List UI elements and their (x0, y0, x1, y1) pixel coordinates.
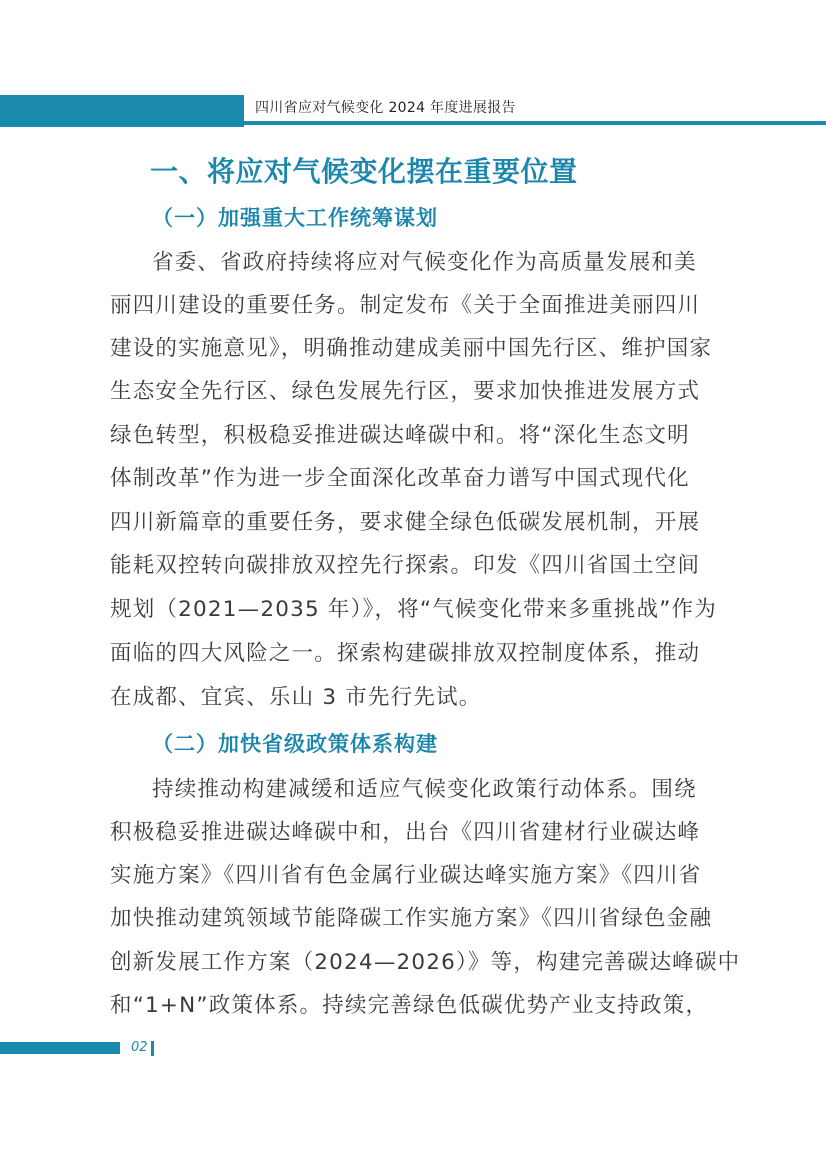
header-accent-bar (0, 95, 244, 127)
paragraph-line: 积极稳妥推进碳达峰碳中和，出台《四川省建材行业碳达峰 (110, 820, 701, 845)
running-header-title: 四川省应对气候变化 2024 年度进展报告 (255, 100, 516, 116)
paragraph-line: 建设的实施意见》，明确推动建成美丽中国先行区、维护国家 (110, 336, 713, 361)
footer-accent-bar (0, 1042, 120, 1054)
paragraph-line: 加快推动建筑领域节能降碳工作实施方案》《四川省绿色金融 (110, 906, 713, 931)
paragraph-line: 省委、省政府持续将应对气候变化作为高质量发展和美 (152, 250, 697, 275)
paragraph-line: 生态安全先行区、绿色发展先行区，要求加快推进发展方式 (110, 379, 701, 404)
footer-tick-mark (151, 1041, 154, 1056)
subsection-title-2: （二）加快省级政策体系构建 (152, 731, 438, 756)
paragraph-line: 绿色转型，积极稳妥推进碳达峰碳中和。将“深化生态文明 (110, 423, 690, 448)
paragraph-line: 能耗双控转向碳排放双控先行探索。印发《四川省国土空间 (110, 553, 701, 578)
paragraph-line: 实施方案》《四川省有色金属行业碳达峰实施方案》《四川省 (110, 863, 702, 888)
paragraph-line: 体制改革”作为进一步全面深化改革奋力谱写中国式现代化 (110, 466, 690, 491)
subsection-title-1: （一）加强重大工作统筹谋划 (152, 205, 438, 230)
paragraph-line: 丽四川建设的重要任务。制定发布《关于全面推进美丽四川 (110, 293, 701, 318)
header-rule (244, 121, 826, 125)
paragraph-line: 四川新篇章的重要任务，要求健全绿色低碳发展机制，开展 (110, 510, 701, 535)
paragraph-line: 和“1+N”政策体系。持续完善绿色低碳优势产业支持政策， (110, 993, 709, 1018)
section-title: 一、将应对气候变化摆在重要位置 (150, 155, 578, 188)
paragraph-line: 规划（2021—2035 年）》，将“气候变化带来多重挑战”作为 (110, 597, 717, 622)
paragraph-line: 面临的四大风险之一。探索构建碳排放双控制度体系，推动 (110, 641, 701, 666)
paragraph-line: 在成都、宜宾、乐山 3 市先行先试。 (110, 685, 482, 710)
paragraph-line: 创新发展工作方案（2024—2026）》等，构建完善碳达峰碳中 (110, 950, 741, 975)
page-number: 02 (131, 1040, 148, 1055)
paragraph-line: 持续推动构建减缓和适应气候变化政策行动体系。围绕 (152, 777, 697, 802)
